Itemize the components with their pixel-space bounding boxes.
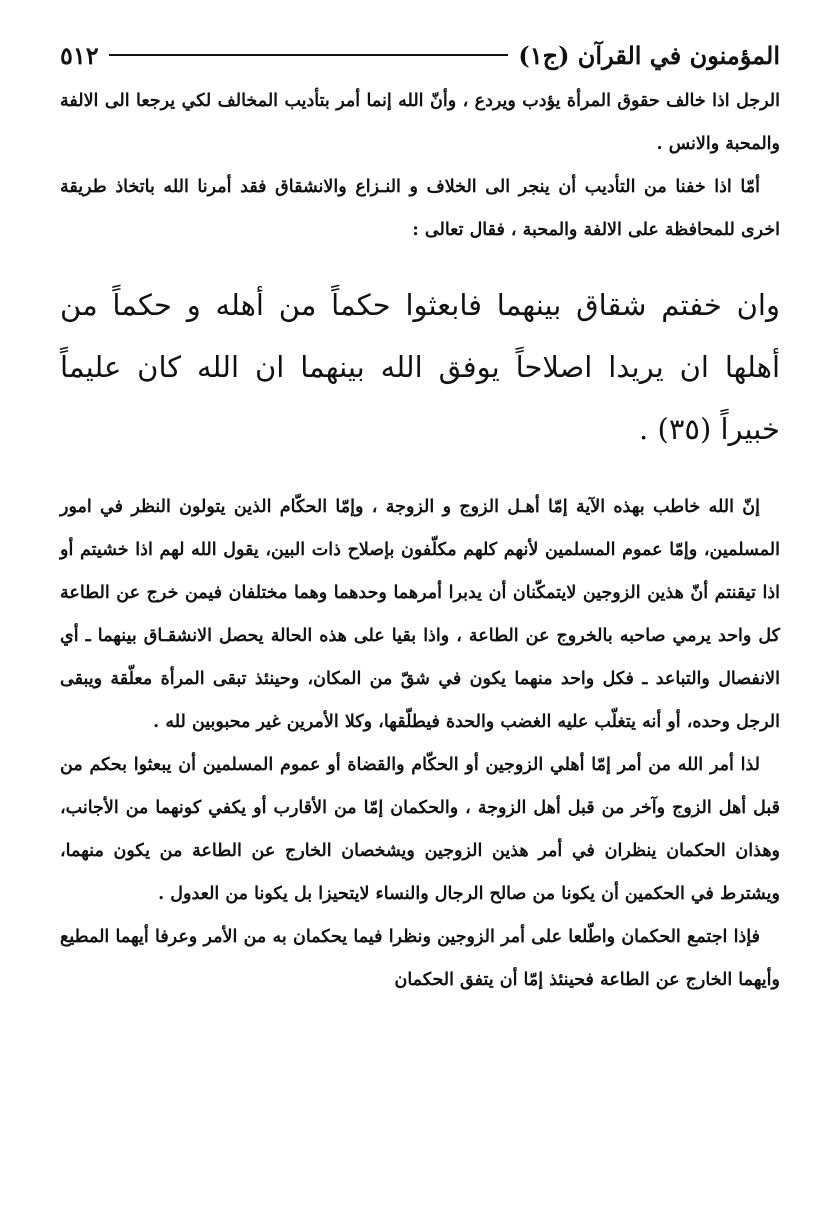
paragraph-5: فإذا اجتمع الحكمان واطّلعا على أمر الزوجين ونظرا فيما يحكمان به من الأمر وعرفا أيهما المطيع وأيهما الخارج عن الطاعة فحينئذ إمّا أن يتفق الحكمان <box>60 927 780 990</box>
running-title: المؤمنون في القرآن (ج١) <box>518 40 780 70</box>
book-page <box>60 34 780 1002</box>
header-rule <box>109 54 509 56</box>
paragraph-1: الرجل اذا خالف حقوق المرأة يؤدب ويردع ، وأنّ الله إنما أمر بتأديب المخالف لكي يرجعا الى الالفة والمحبة والانس . <box>60 91 780 154</box>
paragraph-3: إنّ الله خاطب بهذه الآية إمّا أهـل الزوج و الزوجة ، وإمّا الحكّام الذين يتولون النظر في امور المسلمين، وإمّا عموم المسلمين لأنهم كلهم مكلّفون بإصلاح ذات البين، يقول الله لهم اذا خشيتم أو اذا تيقنتم أنّ هذين الزوجين لايتمكّنان أن يدبرا أمرهما وحدهما وهما مختلفان فيمن خرج عن الطاعة كل واحد يرمي صاحبه بالخروج عن الطاعة ، واذا بقيا على هذه الحالة يحصل الانشقـاق بينهما ـ أي الانفصال والتباعد ـ فكل واحد منهما يكون في شقّ من المكان، وحينئذ تبقى المرأة معلّقة ويبقى الرجل وحده، أو أنه يتغلّب عليه الغضب والحدة فيطلّقها، وكلا الأمرين غير محبوبين لله . <box>60 497 780 732</box>
page-number: ٥١٢ <box>60 40 99 70</box>
paragraph-2: أمّا اذا خفنا من التأديب أن ينجر الى الخلاف و النـزاع والانشقاق فقد أمرنا الله باتخاذ طريقة اخرى للمحافظة على الالفة والمحبة ، فقال تعالى : <box>60 177 780 240</box>
quran-verse: وان خفتم شقاق بينهما فابعثوا حكماً من أهله و حكماً من أهلها ان يريدا اصلاحاً يوفق الله بينهما ان الله كان عليماً خبيراً (٣٥) . <box>60 288 780 446</box>
page-header <box>60 34 780 76</box>
paragraph-4: لذا أمر الله من أمر إمّا أهلي الزوجين أو الحكّام والقضاة أو عموم المسلمين أن يبعثوا بحكم من قبل أهل الزوج وآخر من قبل أهل الزوجة ، والحكمان إمّا من الأقارب أو يكفي كونهما من الأجانب، وهذان الحكمان ينظران في أمر هذين الزوجين ويشخصان الخارج عن الطاعة من يكون منهما، ويشترط في الحكمين أن يكونا من صالح الرجال والنساء لايتحيزا بل يكونا من العدول . <box>60 755 780 904</box>
